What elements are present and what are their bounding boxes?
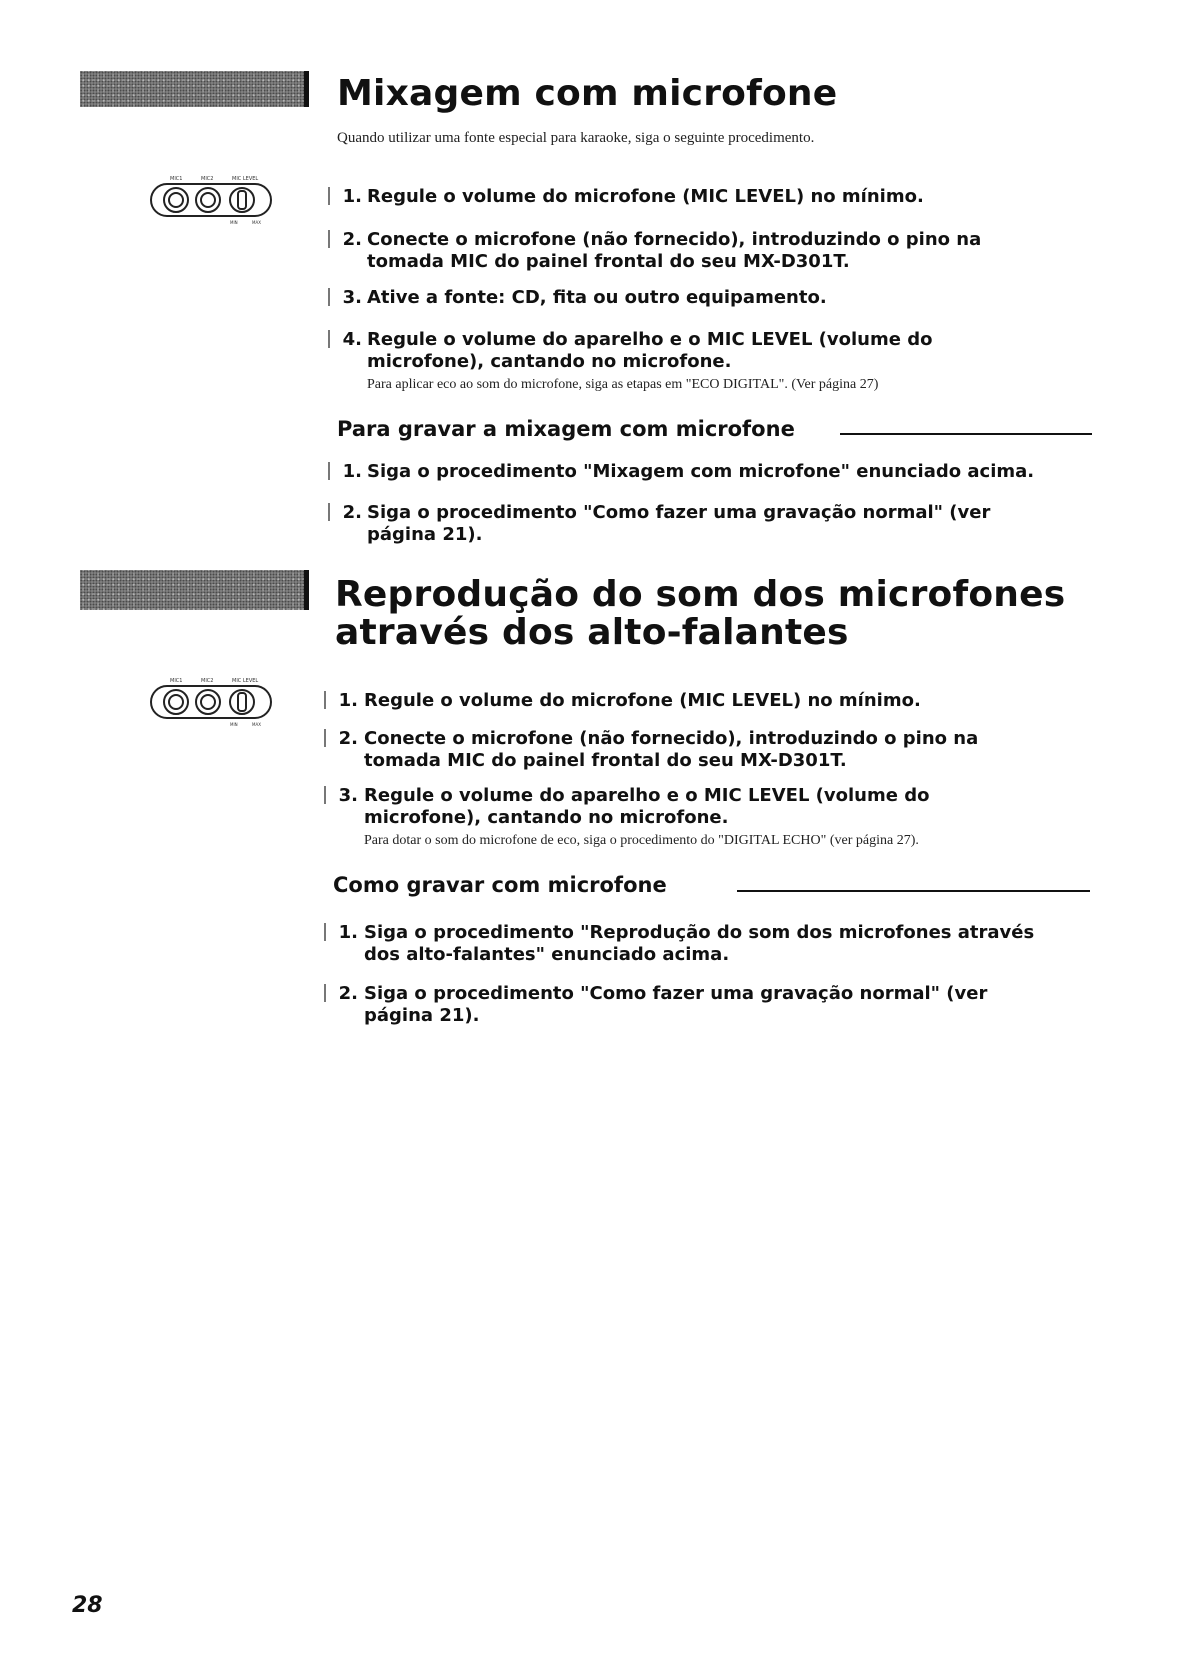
panel-label-mic1: MIC1 <box>170 176 183 182</box>
intro-text: Quando utilizar uma fonte especial para karaoke, siga o seguinte procedimento. <box>337 130 815 146</box>
step-number: 1. <box>324 461 362 483</box>
step-number: 2. <box>324 229 362 251</box>
mic1-jack <box>164 188 188 212</box>
step-text: Siga o procedimento "Reprodução do som dos microfones através dos alto-falantes" enunciado acima. <box>364 922 1035 965</box>
section-banner <box>80 71 309 107</box>
panel-label-mic2: MIC2 <box>201 678 214 684</box>
panel-label-mic-level: MIC LEVEL <box>232 176 259 182</box>
step-text: Siga o procedimento "Como fazer uma gravação normal" (ver página 21). <box>364 983 988 1026</box>
step-note: Para dotar o som do microfone de eco, siga o procedimento do "DIGITAL ECHO" (ver página 27). <box>364 833 919 848</box>
mic-panel-illustration <box>148 674 288 734</box>
step-number: 4. <box>324 329 362 351</box>
step-text: Conecte o microfone (não fornecido), introduzindo o pino na tomada MIC do painel frontal do seu MX-D301T. <box>367 229 982 272</box>
subsection-title: Como gravar com microfone <box>333 873 667 897</box>
section-title: Mixagem com microfone <box>337 73 838 114</box>
step-number: 2. <box>324 502 362 524</box>
step-number: 3. <box>320 785 358 807</box>
section-title: Reprodução do som dos microfones <box>335 574 1066 615</box>
step-text: Regule o volume do microfone (MIC LEVEL) no mínimo. <box>364 690 921 711</box>
step-text: Regule o volume do aparelho e o MIC LEVEL (volume do microfone), cantando no microfone. <box>367 329 933 372</box>
page-number: 28 <box>72 1593 103 1618</box>
panel-max-label: MAX <box>252 220 261 225</box>
mic-panel-illustration <box>148 172 288 232</box>
panel-label-mic2: MIC2 <box>201 176 214 182</box>
mic-level-knob-indicator <box>238 191 246 209</box>
subsection-title: Para gravar a mixagem com microfone <box>337 417 795 441</box>
section-title-line2: através dos alto-falantes <box>335 612 849 653</box>
step-number: 2. <box>320 983 358 1005</box>
panel-label-mic-level: MIC LEVEL <box>232 678 259 684</box>
step-text: Siga o procedimento "Mixagem com microfone" enunciado acima. <box>367 461 1035 482</box>
step-text: Siga o procedimento "Como fazer uma gravação normal" (ver página 21). <box>367 502 991 545</box>
mic1-jack <box>164 690 188 714</box>
panel-min-label: MIN <box>230 220 238 225</box>
step-number: 1. <box>324 186 362 208</box>
step-number: 1. <box>320 922 358 944</box>
mic1-jack-inner <box>169 695 183 709</box>
step-text: Conecte o microfone (não fornecido), introduzindo o pino na tomada MIC do painel frontal do seu MX-D301T. <box>364 728 979 771</box>
section-banner <box>80 570 309 610</box>
step-number: 3. <box>324 287 362 309</box>
mic2-jack <box>196 188 220 212</box>
panel-min-label: MIN <box>230 722 238 727</box>
subsection-rule <box>840 433 1092 435</box>
step-number: 1. <box>320 690 358 712</box>
panel-label-mic1: MIC1 <box>170 678 183 684</box>
step-note: Para aplicar eco ao som do microfone, siga as etapas em "ECO DIGITAL". (Ver página 27) <box>367 377 879 392</box>
step-number: 2. <box>320 728 358 750</box>
step-text: Regule o volume do aparelho e o MIC LEVEL (volume do microfone), cantando no microfone. <box>364 785 930 828</box>
mic2-jack-inner <box>201 695 215 709</box>
subsection-rule <box>737 890 1090 892</box>
mic1-jack-inner <box>169 193 183 207</box>
step-text: Ative a fonte: CD, fita ou outro equipamento. <box>367 287 827 308</box>
panel-max-label: MAX <box>252 722 261 727</box>
mic-level-knob-indicator <box>238 693 246 711</box>
mic2-jack-inner <box>201 193 215 207</box>
step-text: Regule o volume do microfone (MIC LEVEL) no mínimo. <box>367 186 924 207</box>
mic2-jack <box>196 690 220 714</box>
